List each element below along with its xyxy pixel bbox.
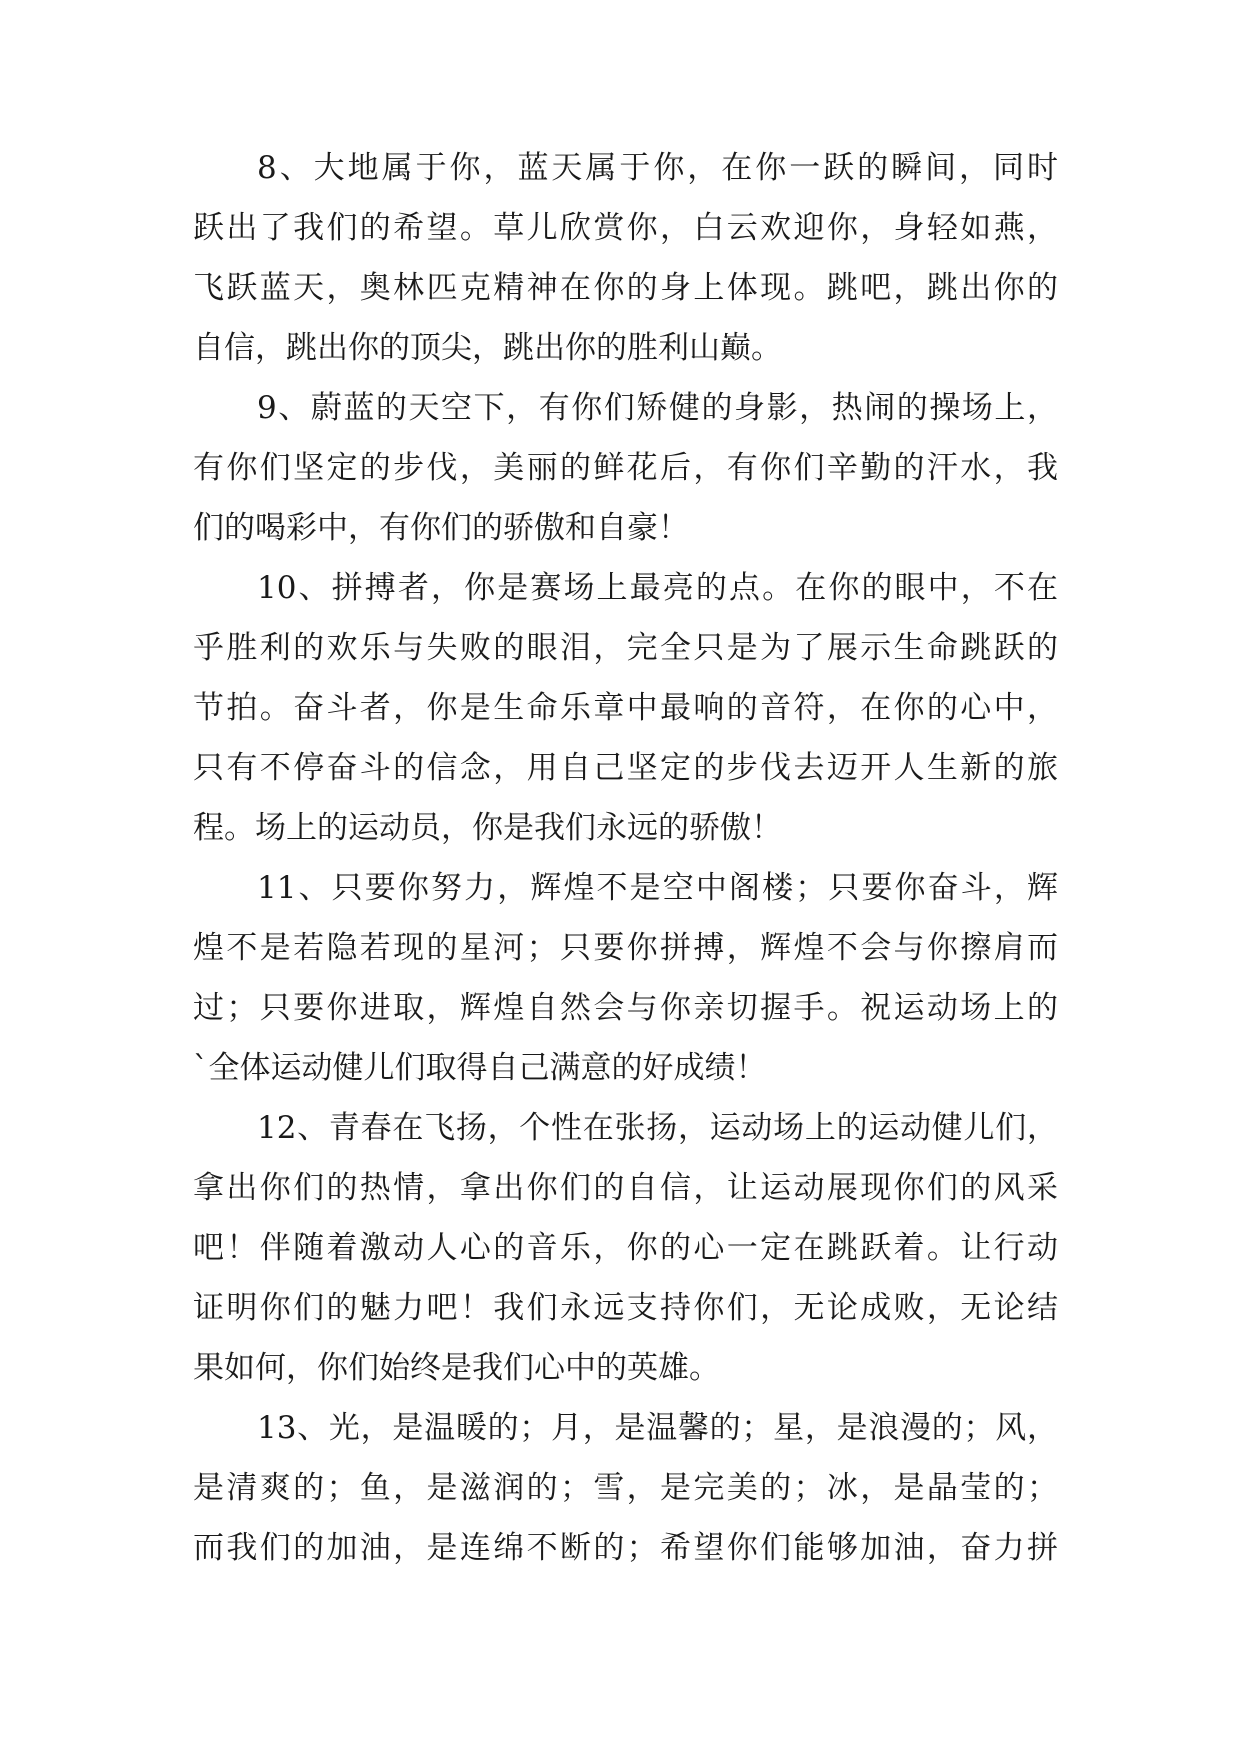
paragraph-9 [193,390,1058,570]
text-line: 乎胜利的欢乐与失败的眼泪，完全只是为了展示生命跳跃的 [193,630,1058,666]
text-line: 有你们坚定的步伐，美丽的鲜花后，有你们辛勤的汗水，我 [193,450,1058,486]
text-line: 10、拼搏者，你是赛场上最亮的点。在你的眼中，不在 [257,570,1058,606]
text-line: 过；只要你进取，辉煌自然会与你亲切握手。祝运动场上的 [193,990,1058,1026]
paragraph-13 [193,1410,1058,1590]
text-line: 9、蔚蓝的天空下，有你们矫健的身影，热闹的操场上， [257,390,1058,426]
document-body [193,150,1058,1590]
text-line: 拿出你们的热情，拿出你们的自信，让运动展现你们的风采 [193,1170,1058,1206]
text-line: 而我们的加油，是连绵不断的；希望你们能够加油，奋力拼 [193,1530,1058,1566]
paragraph-8 [193,150,1058,390]
text-line: 节拍。奋斗者，你是生命乐章中最响的音符，在你的心中， [193,690,1058,726]
text-line: 证明你们的魅力吧！我们永远支持你们，无论成败，无论结 [193,1290,1058,1326]
paragraph-10 [193,570,1058,870]
text-line: `全体运动健儿们取得自己满意的好成绩！ [193,1050,767,1086]
text-line: 吧！伴随着激动人心的音乐，你的心一定在跳跃着。让行动 [193,1230,1058,1266]
text-line: 11、只要你努力，辉煌不是空中阁楼；只要你奋斗，辉 [257,870,1058,906]
text-line: 8、大地属于你，蓝天属于你，在你一跃的瞬间，同时 [257,150,1058,186]
text-line: 自信，跳出你的顶尖，跳出你的胜利山巅。 [193,330,782,366]
paragraph-11 [193,870,1058,1110]
text-line: 只有不停奋斗的信念，用自己坚定的步伐去迈开人生新的旅 [193,750,1058,786]
text-line: 跃出了我们的希望。草儿欣赏你，白云欢迎你，身轻如燕， [193,210,1058,246]
text-line: 是清爽的；鱼，是滋润的；雪，是完美的；冰，是晶莹的； [193,1470,1058,1506]
paragraph-12 [193,1110,1058,1410]
text-line: 程。场上的运动员，你是我们永远的骄傲！ [193,810,782,846]
text-line: 煌不是若隐若现的星河；只要你拼搏，辉煌不会与你擦肩而 [193,930,1058,966]
text-line: 们的喝彩中，有你们的骄傲和自豪！ [193,510,689,546]
text-line: 13、光，是温暖的；月，是温馨的；星，是浪漫的；风， [257,1410,1058,1446]
text-line: 飞跃蓝天，奥林匹克精神在你的身上体现。跳吧，跳出你的 [193,270,1058,306]
text-line: 12、青春在飞扬，个性在张扬，运动场上的运动健儿们， [257,1110,1058,1146]
text-line: 果如何，你们始终是我们心中的英雄。 [193,1350,720,1386]
